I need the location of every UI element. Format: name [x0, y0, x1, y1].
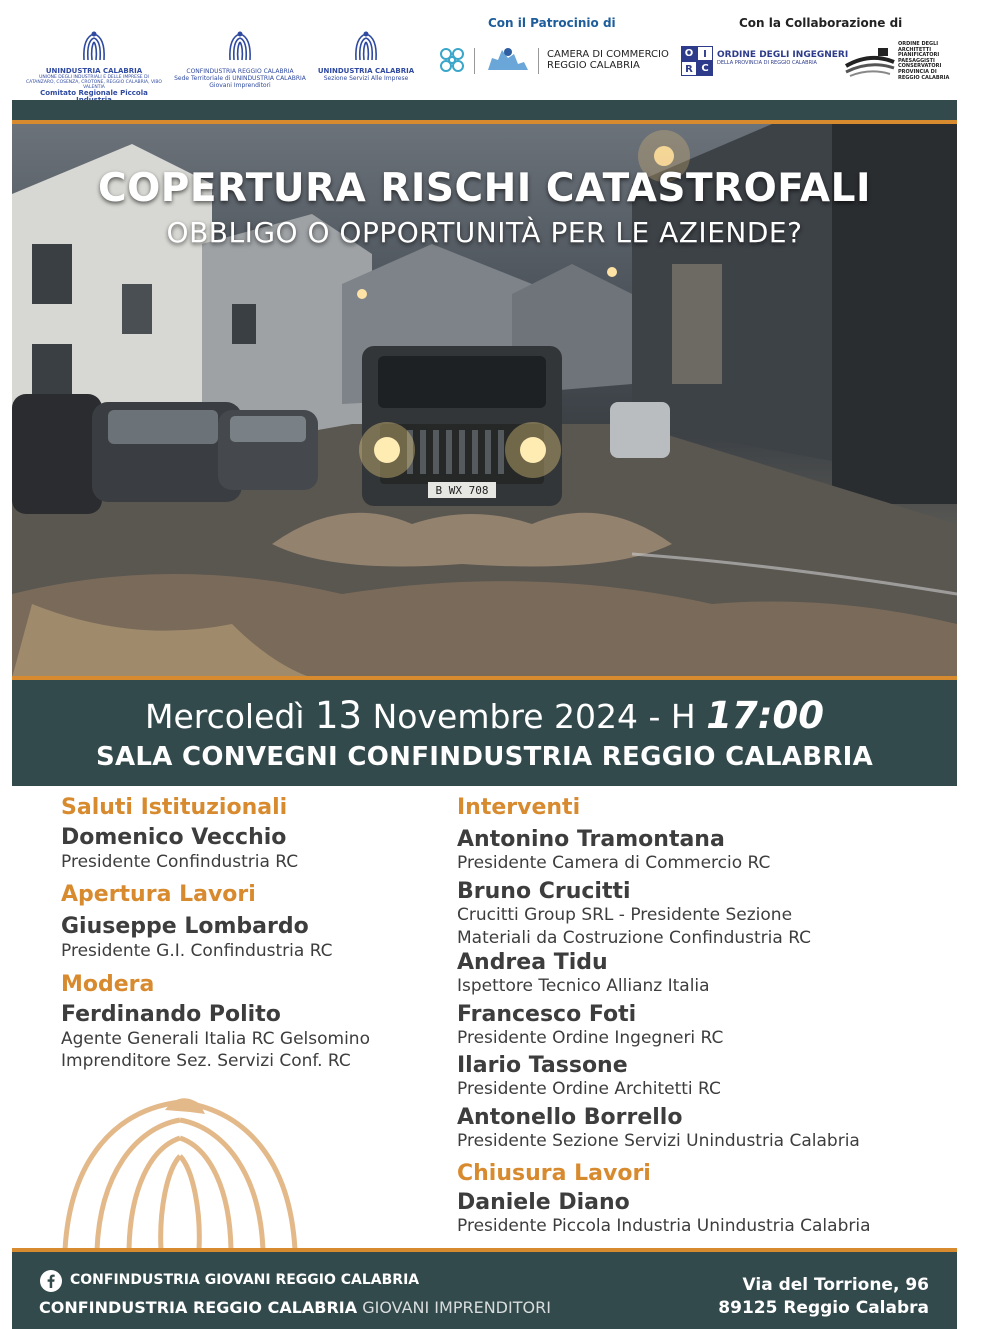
speaker-name: Domenico Vecchio: [61, 825, 287, 850]
footer-org-tagline: GIOVANI IMPRENDITORI: [362, 1298, 551, 1317]
section-modera: Modera: [61, 972, 155, 997]
architetti-line: PROVINCIA DI: [898, 68, 937, 75]
logo-subtitle: Sezione Servizi Alle Imprese: [323, 75, 409, 82]
camera-line2: REGGIO CALABRIA: [547, 60, 640, 71]
hero-image: [12, 124, 957, 678]
section-saluti: Saluti Istituzionali: [61, 795, 288, 820]
logo-title: CONFINDUSTRIA REGGIO CALABRIA: [186, 68, 294, 75]
section-apertura: Apertura Lavori: [61, 882, 256, 907]
logo-subtitle: Sede Territoriale di UNINDUSTRIA CALABRIA: [174, 75, 306, 82]
divider: [474, 48, 475, 74]
architetti-logo-icon: [844, 46, 896, 78]
architetti-line: ARCHITETTI: [898, 46, 932, 53]
camera-commercio-label: [547, 49, 669, 71]
speaker-name: Ferdinando Polito: [61, 1002, 281, 1027]
logo-confindustria-rc: [172, 30, 308, 89]
event-day: 13: [315, 694, 363, 737]
event-title: COPERTURA RISCHI CATASTROFALI: [98, 166, 871, 211]
facebook-page-link[interactable]: CONFINDUSTRIA GIOVANI REGGIO CALABRIA: [70, 1272, 420, 1288]
speaker-role: Materiali da Costruzione Confindustria RC: [457, 928, 812, 948]
speaker-name: Daniele Diano: [457, 1190, 630, 1215]
speaker-role: Presidente Camera di Commercio RC: [457, 853, 771, 873]
oirc-letter: C: [697, 61, 713, 76]
speaker-name: Bruno Crucitti: [457, 879, 631, 904]
oirc-letter: I: [697, 46, 713, 61]
event-time: 17:00: [706, 694, 825, 737]
collaboration-title: Con la Collaborazione di: [739, 16, 903, 30]
footer-org-name: CONFINDUSTRIA REGGIO CALABRIA: [39, 1298, 358, 1317]
architetti-line: PIANIFICATORI: [898, 52, 940, 59]
oirc-letter: R: [681, 61, 697, 76]
speaker-name: Andrea Tidu: [457, 950, 608, 975]
eagle-icon: [79, 30, 109, 64]
camera-commercio-emblem-icon: [484, 44, 532, 74]
speaker-name: Antonino Tramontana: [457, 827, 725, 852]
eagle-icon: [351, 30, 381, 64]
section-chiusura: Chiusura Lavori: [457, 1161, 651, 1186]
region-flower-icon: [436, 44, 468, 76]
hero-top-bar: [12, 100, 957, 124]
section-interventi: Interventi: [457, 795, 581, 820]
license-plate: B WX 708: [435, 484, 489, 497]
logo-tagline: Giovani Imprenditori: [209, 82, 271, 89]
logo-unindustria-piccola: [24, 30, 164, 104]
speaker-role: Presidente G.I. Confindustria RC: [61, 941, 333, 961]
speaker-name: Francesco Foti: [457, 1002, 637, 1027]
divider: [538, 48, 539, 74]
footer-address: [718, 1274, 929, 1320]
event-weekday: Mercoledì: [144, 697, 305, 736]
ingegneri-line2: DELLA PROVINCIA DI REGGIO CALABRIA: [717, 60, 817, 66]
logo-title: UNINDUSTRIA CALABRIA: [317, 67, 415, 75]
speaker-role: Presidente Ordine Ingegneri RC: [457, 1028, 724, 1048]
speaker-name: Giuseppe Lombardo: [61, 914, 309, 939]
speaker-role: Presidente Sezione Servizi Unindustria Calabria: [457, 1131, 860, 1151]
speaker-role: Agente Generali Italia RC Gelsomino: [61, 1029, 370, 1049]
facebook-icon[interactable]: [40, 1270, 62, 1292]
ingegneri-line1: ORDINE DEGLI INGEGNERI: [717, 50, 849, 60]
event-month-year: Novembre 2024: [372, 697, 639, 736]
speaker-name: Ilario Tassone: [457, 1053, 628, 1078]
ingegneri-label: [717, 50, 848, 66]
speaker-role: Presidente Confindustria RC: [61, 852, 299, 872]
speaker-role: Presidente Piccola Industria Unindustria Calabria: [457, 1216, 871, 1236]
date-band: [12, 680, 957, 786]
logo-title: UNINDUSTRIA CALABRIA: [45, 67, 143, 75]
event-subtitle: OBBLIGO O OPPORTUNITÀ PER LE AZIENDE?: [166, 216, 803, 249]
speaker-name: Antonello Borrello: [457, 1105, 683, 1130]
address-street: Via del Torrione, 96: [742, 1275, 929, 1295]
speaker-role: Imprenditore Sez. Servizi Conf. RC: [61, 1051, 351, 1071]
speaker-role: Presidente Ordine Architetti RC: [457, 1079, 721, 1099]
architetti-label: [898, 42, 949, 81]
camera-line1: CAMERA DI COMMERCIO: [547, 49, 669, 60]
patronage-title: Con il Patrocinio di: [488, 16, 616, 30]
address-city: 89125 Reggio Calabra: [718, 1298, 929, 1318]
event-date: [12, 694, 957, 737]
architetti-line: REGGIO CALABRIA: [898, 74, 950, 81]
logo-subtitle: UNIONE DEGLI INDUSTRIALI E DELLE IMPRESE DI CATANZARO, COSENZA, CROTONE, REGGIO CALABRIA, VIBO VALENTIA: [26, 75, 162, 90]
oirc-letter: O: [681, 46, 697, 61]
architetti-line: ORDINE DEGLI: [898, 41, 939, 47]
oirc-logo: [681, 46, 713, 76]
event-time-separator: - H: [648, 697, 696, 736]
eagle-watermark-icon: [55, 1090, 305, 1250]
speaker-role: Crucitti Group SRL - Presidente Sezione: [457, 905, 793, 925]
speaker-role: Ispettore Tecnico Allianz Italia: [457, 976, 710, 996]
footer-org: [39, 1298, 551, 1317]
eagle-icon: [225, 30, 255, 64]
logo-tagline: Comitato Regionale Piccola: [40, 89, 148, 97]
logo-unindustria-servizi: [316, 30, 416, 82]
architetti-line: CONSERVATORI: [898, 63, 942, 70]
event-venue: SALA CONVEGNI CONFINDUSTRIA REGGIO CALABRIA: [95, 742, 874, 772]
architetti-line: PAESAGGISTI: [898, 57, 935, 64]
footer: [12, 1248, 957, 1329]
